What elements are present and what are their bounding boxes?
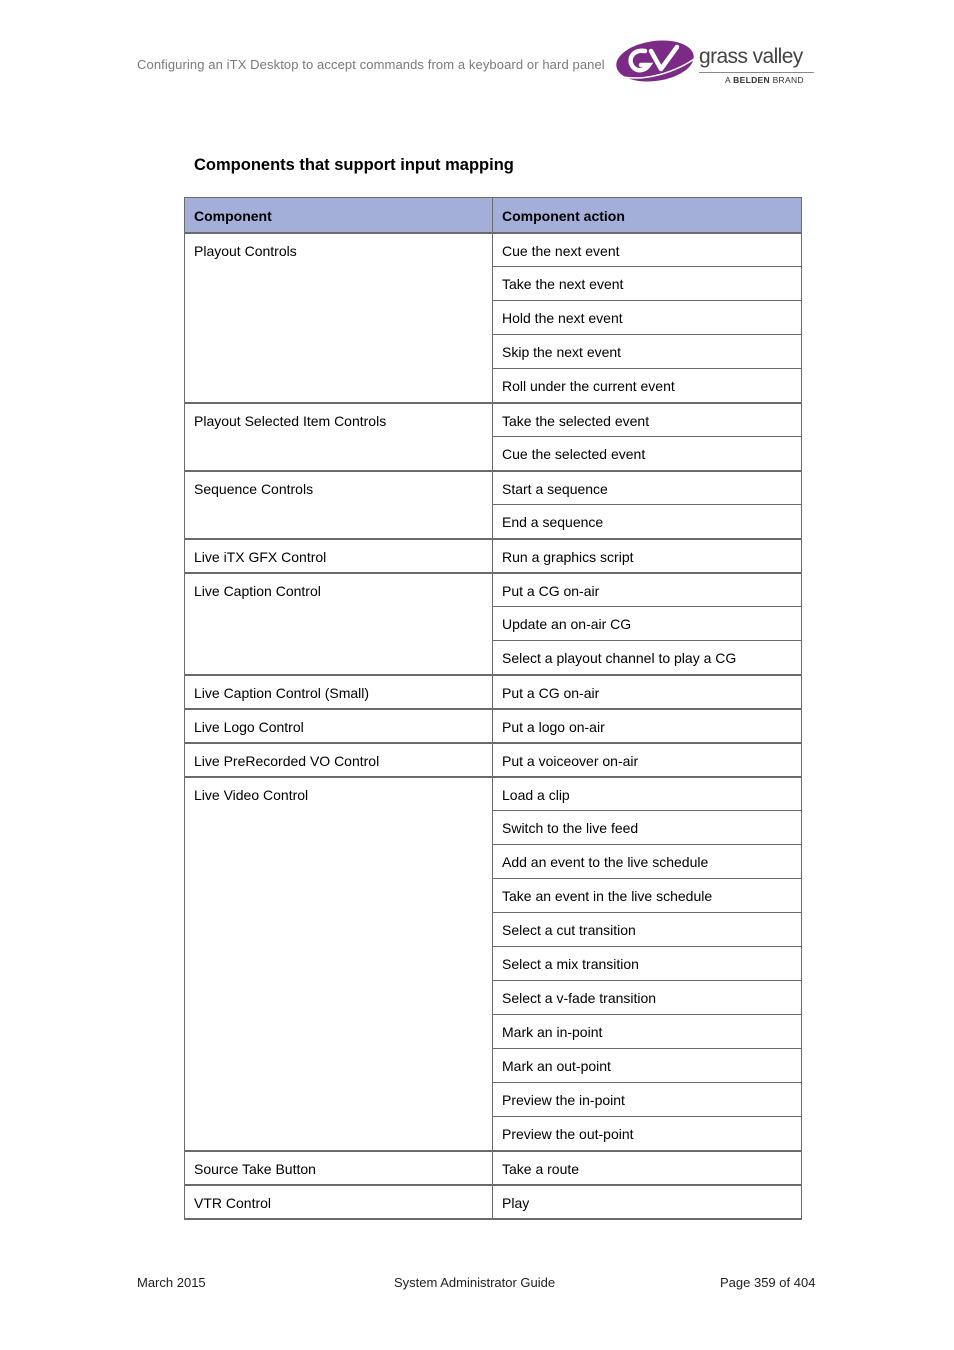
table-row: [185, 743, 802, 777]
component-action-cell: Load a clip: [493, 777, 802, 811]
table-row: [185, 403, 802, 437]
table-row: [185, 709, 802, 743]
component-action-cell: Roll under the current event: [493, 369, 802, 403]
component-action-cell: Preview the out-point: [493, 1117, 802, 1151]
component-action-cell: Select a v-fade transition: [493, 981, 802, 1015]
component-action-cell: Mark an in-point: [493, 1015, 802, 1049]
gv-logo-mark-icon: [615, 37, 699, 85]
running-header: Configuring an iTX Desktop to accept commands from a keyboard or hard panel: [137, 57, 605, 72]
component-action-cell: Preview the in-point: [493, 1083, 802, 1117]
table-row: [185, 471, 802, 505]
column-header-component: Component: [185, 198, 493, 233]
component-action-cell: Mark an out-point: [493, 1049, 802, 1083]
input-mapping-table: [184, 197, 802, 1220]
component-action-cell: Skip the next event: [493, 335, 802, 369]
component-action-cell: Add an event to the live schedule: [493, 845, 802, 879]
table-body: [185, 233, 802, 1219]
component-action-cell: Cue the next event: [493, 233, 802, 267]
component-action-cell: Put a voiceover on-air: [493, 743, 802, 777]
table-row: [185, 233, 802, 267]
column-header-action: Component action: [493, 198, 802, 233]
component-action-cell: Take the next event: [493, 267, 802, 301]
component-action-cell: Select a mix transition: [493, 947, 802, 981]
component-cell: VTR Control: [185, 1185, 493, 1219]
component-cell: Source Take Button: [185, 1151, 493, 1185]
component-action-cell: Take a route: [493, 1151, 802, 1185]
component-action-cell: Take an event in the live schedule: [493, 879, 802, 913]
component-action-cell: Switch to the live feed: [493, 811, 802, 845]
footer-title: System Administrator Guide: [394, 1275, 556, 1290]
component-action-cell: End a sequence: [493, 505, 802, 539]
component-action-cell: Take the selected event: [493, 403, 802, 437]
component-cell: Playout Selected Item Controls: [185, 403, 493, 471]
table-row: [185, 1185, 802, 1219]
component-action-cell: Cue the selected event: [493, 437, 802, 471]
component-action-cell: Play: [493, 1185, 802, 1219]
component-cell: Sequence Controls: [185, 471, 493, 539]
grass-valley-logo: [615, 37, 820, 89]
component-action-cell: Update an on-air CG: [493, 607, 802, 641]
component-action-cell: Put a CG on-air: [493, 573, 802, 607]
component-action-cell: Hold the next event: [493, 301, 802, 335]
component-cell: Playout Controls: [185, 233, 493, 403]
table-row: [185, 539, 802, 573]
footer-date: March 2015: [137, 1275, 206, 1290]
component-cell: Live Caption Control: [185, 573, 493, 675]
section-title: Components that support input mapping: [194, 156, 514, 174]
logo-wordmark: grass valley: [699, 45, 803, 68]
table-row: [185, 777, 802, 811]
component-cell: Live Video Control: [185, 777, 493, 1151]
table-row: [185, 675, 802, 709]
logo-tagline: A BELDEN BRAND: [725, 75, 804, 85]
component-cell: Live Logo Control: [185, 709, 493, 743]
table-row: [185, 573, 802, 607]
component-cell: Live Caption Control (Small): [185, 675, 493, 709]
component-action-cell: Select a playout channel to play a CG: [493, 641, 802, 675]
component-action-cell: Start a sequence: [493, 471, 802, 505]
component-action-cell: Select a cut transition: [493, 913, 802, 947]
component-action-cell: Put a CG on-air: [493, 675, 802, 709]
footer-page-number: Page 359 of 404: [720, 1275, 816, 1290]
table-row: [185, 1151, 802, 1185]
component-action-cell: Run a graphics script: [493, 539, 802, 573]
table-header-row: [185, 198, 802, 233]
component-cell: Live iTX GFX Control: [185, 539, 493, 573]
component-action-cell: Put a logo on-air: [493, 709, 802, 743]
component-cell: Live PreRecorded VO Control: [185, 743, 493, 777]
logo-divider: [699, 72, 814, 73]
